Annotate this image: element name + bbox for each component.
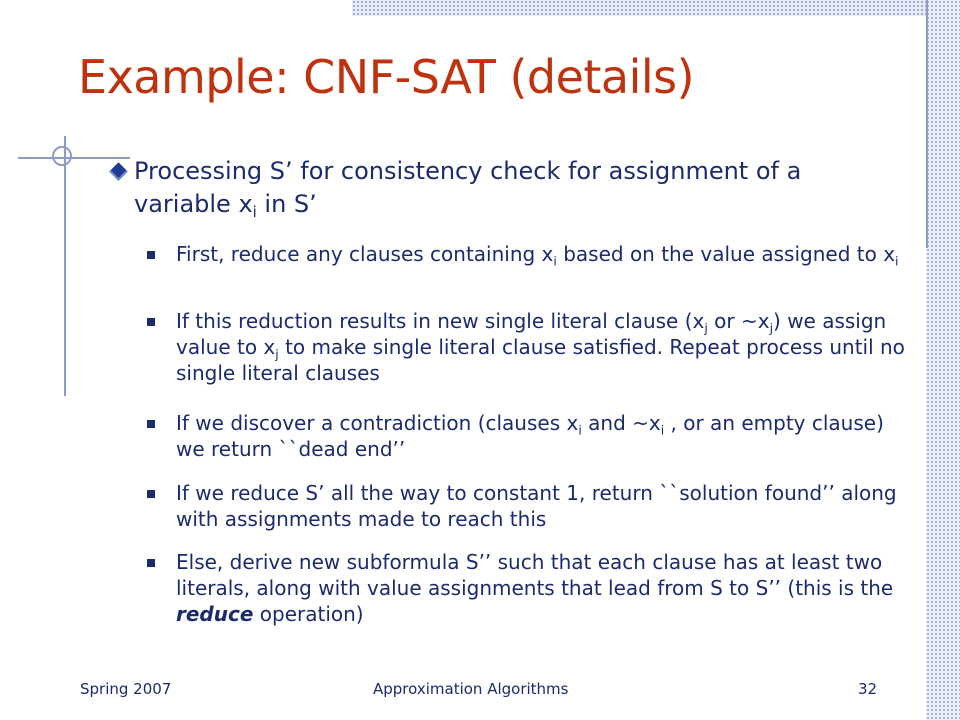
slide-title: Example: CNF-SAT (details) xyxy=(78,50,695,104)
main-point: Processing S’ for consistency check for assignment of a variable $x_i$ in S’ xyxy=(134,157,802,222)
reduce-emphasis: reduce xyxy=(176,602,254,626)
diamond-bullet-icon xyxy=(109,162,127,180)
footer-course-title: Approximation Algorithms xyxy=(373,680,569,698)
sub-bullet-1: First, reduce any clauses containing $x_i$ based on the value assigned to $x_i$ xyxy=(176,242,899,269)
sub-bullet-4: If we reduce S’ all the way to constant 1, return ``solution found’’ along with assignments made to reach this xyxy=(176,481,897,531)
sub-bullet-2: If this reduction results in new single literal clause ($x_j$ or $\sim x_j$) we assign value to $x_j$ to make single literal clause satisfied. Repeat process until no single literal clauses xyxy=(176,309,905,385)
sub-bullet-5: Else, derive new subformula S’’ such that each clause has at least two literals, along with value assignments that lead from S to S’’ (this is the reduce operation) xyxy=(176,550,894,626)
square-bullet-icon xyxy=(147,251,155,259)
square-bullet-icon xyxy=(147,490,155,498)
footer-date: Spring 2007 xyxy=(80,680,172,698)
sub-bullet-3: If we discover a contradiction (clauses $x_i$ and $\sim x_i$ , or an empty clause) we return ``dead end’’ xyxy=(176,411,884,461)
square-bullet-icon xyxy=(147,318,155,326)
square-bullet-icon xyxy=(147,420,155,428)
square-bullet-icon xyxy=(147,559,155,567)
footer-page-number: 32 xyxy=(858,680,878,698)
